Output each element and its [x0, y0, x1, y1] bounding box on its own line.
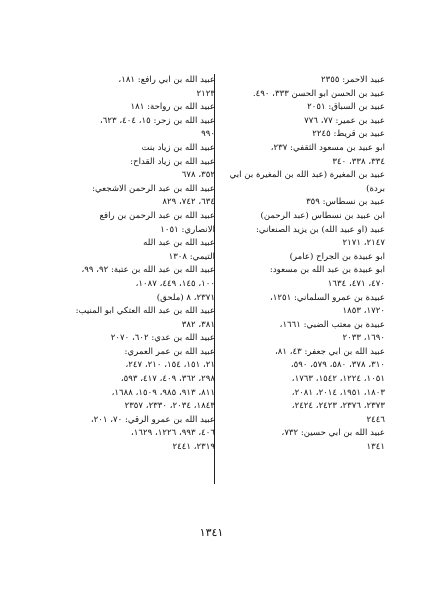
index-entry: عبيدة بن عمرو السلماني: ١٢٥١، [270, 292, 385, 303]
index-entry: ٤٧٠، ٤٧١، ١٦٣٤ [327, 278, 385, 289]
index-entry: ١٠٠، ١٤٥، ٤٤٩، ١٠٨٧، [135, 278, 215, 289]
index-entry: بردة) [366, 183, 385, 194]
index-entry: ٣١٠، ٣٧٨، ٥٨٠، ٥٧٩، ٥٩٠، [290, 360, 385, 371]
page-number: ١٣٤١ [199, 526, 224, 539]
index-entry: ٢٤٤٦ [366, 414, 385, 425]
index-entry: عبيد بن المغيرة (عبد الله بن المغيرة بن ابي [229, 170, 385, 181]
index-entry: عبيد الله بن عبد الله بن عتبة: ٩٢، ٩٩، [81, 265, 215, 276]
index-entry: عبيد الاحمر: ٢٣٥٥ [321, 75, 385, 85]
index-entry: ١٣٤١ [366, 442, 385, 453]
index-entry: ٤٠٦، ٩٩٣، ١٢٢٦، ١٦٢٩، [131, 428, 215, 439]
index-entry: عبيد بن نسطاس: ٣٥٩ [306, 197, 385, 208]
index-entry: ١٦٩٠، ٢٠٣٣ [342, 333, 385, 344]
index-entry: عبيد الله بن ابي رافع: ١٨١، [118, 75, 215, 85]
index-entry: عبيد الله بن زياد بنت [141, 142, 215, 153]
index-entry: عبيد الله بن عمرو الرقي: ٧٠، ٢٠١، [90, 414, 215, 425]
index-entry: ٦٣٤، ٧٤٢، ٨٢٩ [162, 197, 215, 208]
index-entry: ١٨٤٣، ٢٠٣٤، ٢٣٣٠، ٢٣٥٧ [124, 401, 215, 412]
index-entry: ابو عبيدة بن الجراح (عامر) [289, 251, 385, 262]
index-entry: عبيد الله بن عبد الرحمن الاشجعي: [92, 183, 215, 194]
index-entry: ابو عبيدة بن عبد الله بن مسعود: [269, 265, 385, 276]
left-column [58, 74, 215, 455]
index-entry: عبيد بن عمير: ٧٧، ٧٧٦ [304, 115, 385, 126]
index-entry: ٢١٢٣ [196, 88, 215, 99]
index-entry: عبيد الله بن عبد الرحمن بن رافع [99, 210, 215, 221]
index-entry: عبيد الله بن عبد الله [143, 238, 215, 249]
index-entry: ٢٩٨، ٣٦٢، ٤٠٩، ٤١٧، ٥٩٣، [120, 374, 215, 385]
index-entry: عبيد الله بن زحر: ١٥، ٤٠٤، ٦٢٣، [99, 115, 215, 126]
index-entry: ٣٥٢، ٦٧٨ [181, 170, 215, 181]
index-entry: عبيد الله بن عدي: ٦٠٢، ٢٠٧٠ [110, 333, 215, 344]
index-entry: الانصاري: ١٠٥١ [160, 224, 215, 235]
index-entry: ابو عبيد بن مسعود الثقفي: ٢٣٧، [270, 142, 385, 153]
index-entry: عبيدة بن معتب الضبي: ١٦٦١، [279, 319, 385, 330]
right-column [222, 74, 385, 455]
index-entry: عبيد الله بن ابي حسين: ٧٣٢، [281, 428, 385, 439]
index-entry: عبيد (او عبيد الله) بن يزيد الصنعاني: [256, 224, 385, 235]
index-entry: عبيد بن السباق: ٢٠٥١ [307, 102, 385, 113]
index-entry: عبيد الله بن عمر العمري: [124, 346, 215, 357]
index-entry: ٣٨١، ٣٨٢ [181, 319, 215, 330]
index-entry: ابن عبيد بن نسطاس (عبد الرحمن) [260, 210, 385, 221]
index-entry: عبيد الله بن زياد القداح: [130, 156, 215, 167]
index-entry: عبيد الله بن عبد الله العتكي ابو المنيب: [75, 306, 215, 317]
index-entry: ١٧٢٠، ١٨٥٣ [342, 306, 385, 317]
index-entry: ٨١١، ٩١٣، ٩٨٥، ١٥٠٩، ١٦٨٨، [111, 387, 215, 398]
index-entry: عبيد الله بن رواحة: ١٨١ [130, 102, 215, 113]
index-entry: ٩٩٠ [201, 129, 215, 140]
index-entry: ٣٣٤، ٣٣٨، ٣٤٠ [332, 156, 385, 167]
index-entry: عبيد الله بن ابي جعفر: ٤٣، ٨١، [274, 346, 385, 357]
index-entry: عبيد بن الحسن ابو الحسن ٣٣٣، ٤٩٠. [252, 88, 385, 99]
index-entry: عبيد بن قريط: ٢٢٤٥ [312, 129, 385, 140]
index-entry: ٢٣١٩، ٢٤٤١ [172, 442, 215, 453]
index-entry: ٢١٤٧، ٢١٧١ [342, 238, 385, 249]
index-entry: ٢٣٧٣، ٢٣٧٦، ٢٤٢٣، ٢٤٢٤، [291, 401, 385, 412]
index-entry: ٢١، ١٥١، ١٥٤، ٢١٠، ٢٤٧، [125, 360, 215, 371]
index-entry: ١٠٥١، ١٢٢٤، ١٥٤٢، ١٧٦٣، [291, 374, 385, 385]
index-entry: ١٨٠٣، ١٩٥١، ٢٠١٤، ٢٠٨١، [291, 387, 385, 398]
index-entry: ٢٣٧١، ٨ (ملحق) [156, 292, 215, 303]
index-entry: التيمي: ١٣٠٨ [168, 251, 215, 262]
